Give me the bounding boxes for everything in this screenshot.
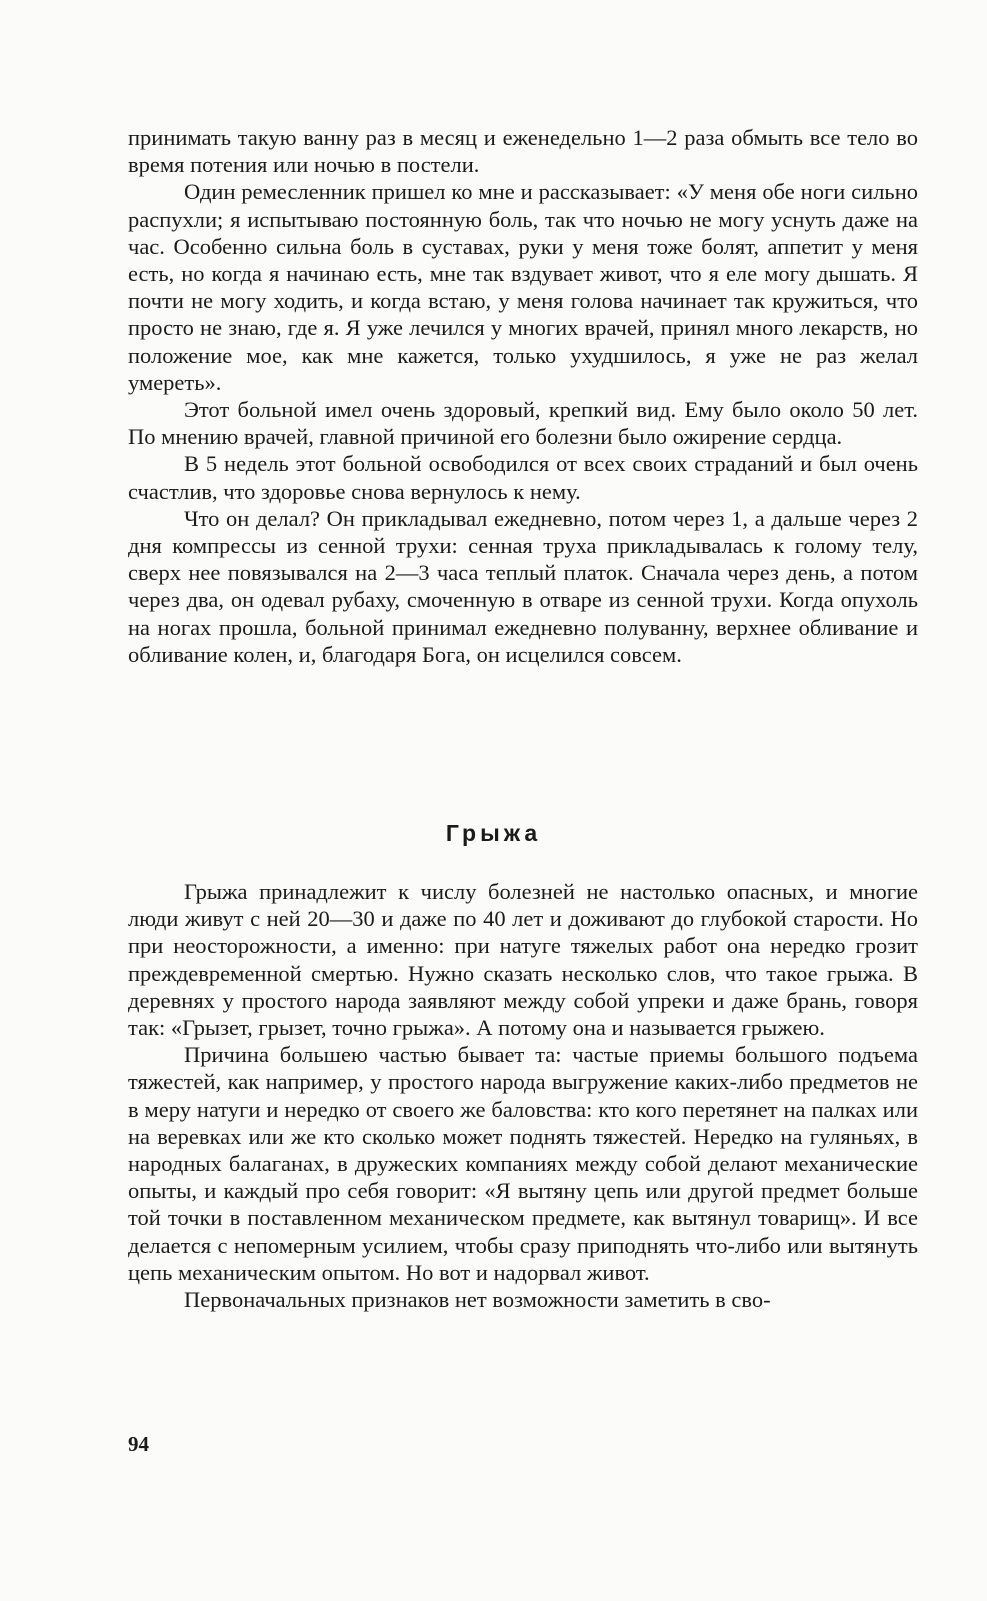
page-number: 94 bbox=[128, 1432, 149, 1456]
paragraph: принимать такую ванну раз в месяц и еженедельно 1—2 раза обмыть все тело во время потения или ночью в постели. bbox=[128, 125, 918, 178]
paragraph: Причина большею частью бывает та: частые приемы большого подъема тяжестей, как например, у простого народа выгружение каких-либо предметов не в меру натуги и нередко от своего же баловства: кто кого перетянет на палках или на веревках или же кто сколько может поднять тяжестей. Нередко на гуляньях, в народных балаганах, в дружеских компаниях между собой делают механические опыты, и каждый про себя говорит: «Я вытяну цепь или другой предмет больше той точки в поставленном механическом предмете, как вытянул товарищ». И все делается с непомерным усилием, чтобы сразу приподнять что-либо или вытянуть цепь механическим опытом. Но вот и надорвал живот. bbox=[128, 1042, 918, 1285]
body-text-top bbox=[128, 124, 918, 668]
paragraph: Грыжа принадлежит к числу болезней не настолько опасных, и многие люди живут с ней 20—30 и даже по 40 лет и доживают до глубокой старости. Но при неосторожности, а именно: при натуге тяжелых работ она нередко грозит преждевременной смертью. Нужно сказать несколько слов, что такое грыжа. В деревнях у простого народа заявляют между собой упреки и даже брань, говоря так: «Грызет, грызет, точно грыжа». А потому она и называется грыжею. bbox=[128, 879, 918, 1041]
paragraph: Первоначальных признаков нет возможности заметить в сво- bbox=[184, 1287, 771, 1313]
section-heading: Грыжа bbox=[445, 820, 542, 846]
paragraph: В 5 недель этот больной освободился от всех своих страданий и был очень счастлив, что здоровье снова вернулось к нему. bbox=[128, 451, 918, 504]
paragraph: Этот больной имел очень здоровый, крепкий вид. Ему было около 50 лет. По мнению врачей, главной причиной его болезни было ожирение сердца. bbox=[128, 397, 918, 450]
body-text-section bbox=[128, 878, 918, 1313]
paragraph: Что он делал? Он прикладывал ежедневно, потом через 1, а дальше через 2 дня компрессы из сенной трухи: сенная труха прикладывалась к голому телу, сверх нее повязывался на 2—3 часа теплый платок. Сначала через день, а потом через два, он одевал рубаху, смоченную в отваре из сенной трухи. Когда опухоль на ногах прошла, больной принимал ежедневно полуванну, верхнее обливание и обливание колен, и, благодаря Бога, он исцелился совсем. bbox=[128, 505, 918, 667]
paragraph: Один ремесленник пришел ко мне и рассказывает: «У меня обе ноги сильно распухли; я испытываю постоянную боль, так что ночью не могу уснуть даже на час. Особенно сильна боль в суставах, руки у меня тоже болят, аппетит у меня есть, но когда я начинаю есть, мне так вздувает живот, что я еле могу дышать. Я почти не могу ходить, и когда встаю, у меня голова начинает так кружиться, что просто не знаю, где я. Я уже лечился у многих врачей, принял много лекарств, но положение мое, как мне кажется, только ухудшилось, я уже не раз желал умереть». bbox=[128, 179, 918, 395]
